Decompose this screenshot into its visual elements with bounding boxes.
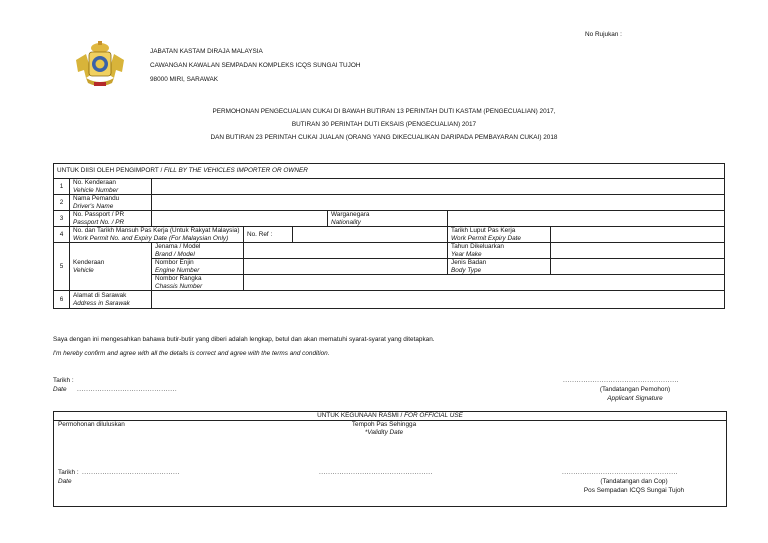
vehicle-label: Kenderaan Vehicle bbox=[70, 243, 152, 291]
date-label: Tarikh : bbox=[53, 377, 74, 384]
applicant-signature-label: (Tandatangan Pemohon) bbox=[599, 386, 671, 393]
approved-label: Permohonan diluluskan bbox=[58, 421, 125, 428]
validity-date-field[interactable]: .................................................. bbox=[319, 469, 433, 476]
expiry-date-label: Tarikh Luput Pas Kerja Work Permit Expiry Date bbox=[448, 227, 551, 243]
declaration-malay: Saya dengan ini mengesahkan bahawa butir-butir yang diberi adalah lengkap, betul dan akan mematuhi syarat-syarat yang ditetapkan. bbox=[53, 336, 435, 343]
year-make-field[interactable] bbox=[551, 243, 725, 259]
validity-label: Tempoh Pas Sehingga bbox=[351, 421, 417, 428]
title-line-3: DAN BUTIRAN 23 PERINTAH CUKAI JUALAN (ORANG YANG DIKECUALIKAN DARIPADA PEMBAYARAN CUKAI) 2018 bbox=[210, 134, 558, 141]
row-number: 1 bbox=[54, 179, 70, 195]
brand-model-field[interactable] bbox=[244, 243, 448, 259]
validity-label-en: *Validity Date bbox=[364, 429, 404, 436]
chassis-number-label: Nombor Rangka Chassis Number bbox=[152, 275, 244, 291]
applicant-form-table bbox=[53, 163, 725, 309]
nationality-label: Warganegara Nationality bbox=[328, 211, 448, 227]
nationality-field[interactable] bbox=[448, 211, 725, 227]
org-line-3: 98000 MIRI, SARAWAK bbox=[150, 76, 219, 83]
row-number: 2 bbox=[54, 195, 70, 211]
stamp-organization: Pos Sempadan ICQS Sungai Tujoh bbox=[583, 487, 685, 494]
date-field[interactable]: ............................................ bbox=[77, 386, 178, 393]
chassis-number-field[interactable] bbox=[244, 275, 725, 291]
ref-number-label: No. Ref : bbox=[244, 227, 293, 243]
expiry-date-field[interactable] bbox=[551, 227, 725, 243]
org-line-2: CAWANGAN KAWALAN SEMPADAN KOMPLEKS ICQS SUNGAI TUJOH bbox=[150, 62, 361, 69]
reference-number-label: No Rujukan : bbox=[585, 31, 622, 38]
engine-number-label: Nombor Enjin Engine Number bbox=[152, 259, 244, 275]
official-use-section bbox=[53, 411, 727, 507]
coat-of-arms-logo bbox=[72, 40, 128, 90]
work-permit-label: No. dan Tarikh Mansuh Pas Kerja (Untuk Rakyat Malaysia) Work Permit No. and Expiry Date (For Malaysian Only) bbox=[70, 227, 244, 243]
address-field[interactable] bbox=[152, 291, 725, 309]
row-number: 4 bbox=[54, 227, 70, 243]
applicant-signature-label-en: Applicant Signature bbox=[607, 395, 663, 402]
title-line-2: BUTIRAN 30 PERINTAH DUTI EKSAIS (PENGECUALIAN) 2017 bbox=[291, 121, 477, 128]
org-line-1: JABATAN KASTAM DIRAJA MALAYSIA bbox=[150, 48, 263, 55]
driver-name-label: Nama Pemandu Driver's Name bbox=[70, 195, 152, 211]
engine-number-field[interactable] bbox=[244, 259, 448, 275]
address-label: Alamat di Sarawak Address in Sarawak bbox=[70, 291, 152, 309]
officer-signature-line[interactable]: ................................................... bbox=[562, 469, 679, 476]
official-date-label: Tarikh : bbox=[58, 469, 79, 476]
official-date-field[interactable]: ........................................... bbox=[82, 469, 180, 476]
row-number: 6 bbox=[54, 291, 70, 309]
body-type-label: Jenis Badan Body Type bbox=[448, 259, 551, 275]
official-date-label-en: Date bbox=[58, 478, 72, 485]
stamp-label: (Tandatangan dan Cop) bbox=[600, 478, 668, 485]
row-number: 3 bbox=[54, 211, 70, 227]
year-make-label: Tahun Dikeluarkan Year Make bbox=[448, 243, 551, 259]
passport-field[interactable] bbox=[152, 211, 328, 227]
date-label-en: Date bbox=[53, 386, 67, 393]
section-heading: UNTUK DIISI OLEH PENGIMPORT / FILL BY THE VEHICLES IMPORTER OR OWNER bbox=[54, 164, 725, 179]
official-use-heading: UNTUK KEGUNAAN RASMI / FOR OFFICIAL USE bbox=[54, 412, 726, 421]
row-number: 5 bbox=[54, 243, 70, 291]
passport-label: No. Passport / PR Passport No. / PR bbox=[70, 211, 152, 227]
brand-model-label: Jenama / Model Brand / Model bbox=[152, 243, 244, 259]
body-type-field[interactable] bbox=[551, 259, 725, 275]
applicant-signature-line[interactable]: ................................................... bbox=[563, 377, 680, 384]
declaration-english: I'm hereby confirm and agree with all the details is correct and agree with the terms and condition. bbox=[53, 350, 330, 357]
vehicle-number-label: No. Kenderaan Vehicle Number bbox=[70, 179, 152, 195]
vehicle-number-field[interactable] bbox=[152, 179, 725, 195]
ref-number-field[interactable] bbox=[293, 227, 448, 243]
driver-name-field[interactable] bbox=[152, 195, 725, 211]
title-line-1: PERMOHONAN PENGECUALIAN CUKAI DI BAWAH BUTIRAN 13 PERINTAH DUTI KASTAM (PENGECUALIAN) 2017, bbox=[212, 108, 556, 115]
